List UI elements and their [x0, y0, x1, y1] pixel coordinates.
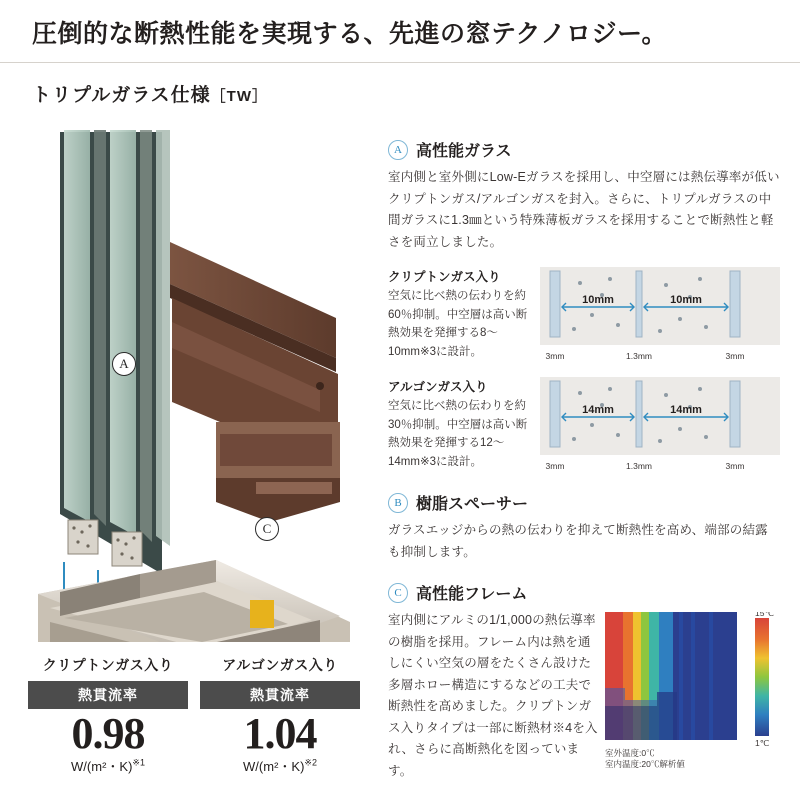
krypton-gap-label-2: 10mm [670, 294, 702, 306]
spec-title: アルゴンガス入り [222, 657, 338, 673]
spec-note: ※2 [304, 757, 317, 768]
argon-layer-label-1: 3mm [545, 461, 565, 471]
callout-marker-c: C [255, 517, 279, 541]
thermal-caption-line2: 室内温度:20℃解析値 [605, 759, 685, 769]
section-frame-body: 室内側にアルミの1/1,000の熱伝導率の樹脂を採用。フレーム内は熱を通しにくい空気の層をたくさん設けた多層ホロー構造にするなどの工夫で断熱性を高めました。クリプトンガス入りタイプは一部に断熱材※4を入れ、さらに高断熱化を図っています。 [388, 613, 598, 778]
krypton-block [388, 267, 780, 363]
krypton-layer-label-3: 3mm [725, 351, 745, 361]
krypton-layer-label-1: 3mm [545, 351, 565, 361]
section-glass [388, 138, 780, 253]
spec-card-argon [200, 655, 360, 775]
argon-gap-label-2: 14mm [670, 404, 702, 416]
thermo-low-label: 1℃ [755, 738, 770, 748]
argon-layer-label-2: 1.3mm [626, 461, 652, 471]
spec-title: クリプトンガス入り [42, 657, 174, 673]
section-spacer-body: ガラスエッジからの熱の伝わりを抑えて断熱性を高め、端部の結露も抑制します。 [388, 523, 768, 559]
thermo-high-label: 15℃ [755, 612, 775, 618]
header-divider [0, 62, 800, 63]
thermal-analysis-figure [605, 612, 780, 772]
spec-card-krypton [28, 655, 188, 775]
krypton-title: クリプトンガス入り [388, 270, 501, 284]
krypton-gap-label-1: 10mm [582, 294, 614, 306]
subheading-code: ［TW］ [210, 88, 268, 105]
krypton-diagram [540, 267, 780, 363]
window-section-svg [20, 122, 370, 642]
spec-unit-text: W/(m²・K) [243, 759, 305, 775]
section-spacer-header [388, 491, 780, 514]
spec-value: 1.04 [243, 709, 317, 758]
krypton-layer-label-2: 1.3mm [626, 351, 652, 361]
section-glass-title: 高性能ガラス [416, 143, 512, 160]
subheading-text: トリプルガラス仕様 [32, 85, 211, 106]
window-cross-section-illustration [20, 122, 370, 642]
right-content-column [388, 138, 780, 790]
thermal-analysis-svg [605, 612, 780, 772]
argon-gap-label-1: 14mm [582, 404, 614, 416]
badge-icon-b: B [388, 493, 408, 513]
callout-marker-a: A [112, 352, 136, 376]
section-glass-body: 室内側と室外側にLow-Eガラスを採用し、中空層には熱伝導率が低いクリプトンガス/アルゴンガスを封入。さらに、トリプルガラスの中間ガラスに1.3㎜という特殊薄板ガラスを採用することで断熱性と軽さを両立しました。 [388, 170, 780, 249]
section-frame-title: 高性能フレーム [416, 586, 528, 603]
spec-unit-text: W/(m²・K) [71, 759, 133, 775]
badge-icon-a: A [388, 140, 408, 160]
krypton-text: 空気に比べ熱の伝わりを約60％抑制。中空層は高い断熱効果を発揮する8〜10mm※3に設計。 [388, 290, 528, 358]
spec-value: 0.98 [71, 709, 145, 758]
section-frame [388, 581, 780, 782]
argon-text: 空気に比べ熱の伝わりを約30％抑制。中空層は高い断熱効果を発揮する12〜14mm※3に設計。 [388, 400, 528, 468]
spec-unit [28, 756, 188, 775]
badge-icon-c: C [388, 583, 408, 603]
argon-diagram-svg [540, 377, 780, 473]
section-spacer-title: 樹脂スペーサー [416, 496, 529, 513]
page-subheading [32, 80, 268, 107]
thermal-caption-line1: 室外温度:0℃ [605, 748, 655, 758]
frame-content-row [388, 610, 780, 782]
section-spacer [388, 491, 780, 563]
argon-block [388, 377, 780, 473]
argon-title: アルゴンガス入り [388, 380, 488, 394]
page-headline: 圧倒的な断熱性能を実現する、先進の窓テクノロジー。 [32, 20, 668, 48]
spec-band-label: 熱貫流率 [200, 681, 360, 709]
krypton-diagram-svg [540, 267, 780, 363]
argon-diagram [540, 377, 780, 473]
section-glass-header [388, 138, 780, 161]
argon-layer-label-3: 3mm [725, 461, 745, 471]
spec-note: ※1 [132, 757, 145, 768]
section-frame-header [388, 581, 780, 604]
spec-unit [200, 756, 360, 775]
spec-summary [20, 655, 370, 795]
spec-band-label: 熱貫流率 [28, 681, 188, 709]
